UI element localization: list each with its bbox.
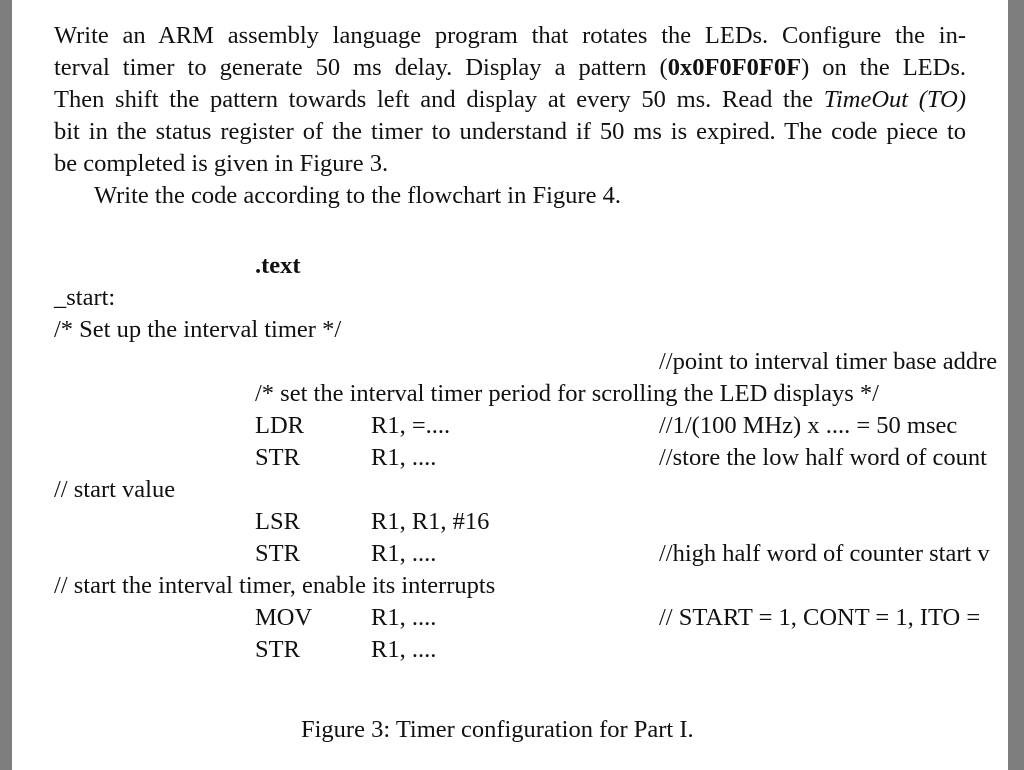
period-comment: /* set the interval timer period for scrolling the LED displays */ <box>255 380 879 407</box>
paragraph-line-1: Write an ARM assembly language program that rotates the LEDs. Configure the in- <box>54 22 966 49</box>
mov-opcode: MOV <box>255 604 313 631</box>
lsr-operands: R1, R1, #16 <box>371 508 490 535</box>
text-directive: .text <box>255 252 301 279</box>
line2-text-a: terval timer to generate 50 ms delay. Display a pattern ( <box>54 54 668 81</box>
document-page <box>12 0 1008 770</box>
problem-paragraph <box>54 20 966 212</box>
ldr-opcode: LDR <box>255 412 304 439</box>
start-timer-comment: // start the interval timer, enable its interrupts <box>54 572 496 599</box>
line2-text-b: ) on the LEDs. <box>801 54 967 81</box>
paragraph-line-2 <box>54 52 966 84</box>
str-opcode-1: STR <box>255 444 300 471</box>
point-comment: //point to interval timer base addre <box>659 348 998 375</box>
str-opcode-2: STR <box>255 540 300 567</box>
str-operands-2: R1, .... <box>371 540 437 567</box>
start-label: _start: <box>54 284 116 311</box>
str-comment-1: //store the low half word of count <box>659 444 987 471</box>
ldr-comment: //1/(100 MHz) x .... = 50 msec <box>659 412 958 439</box>
str-opcode-3: STR <box>255 636 300 663</box>
paragraph-line-5: be completed is given in Figure 3. <box>54 150 389 177</box>
setup-comment: /* Set up the interval timer */ <box>54 316 342 343</box>
figure-caption: Figure 3: Timer configuration for Part I. <box>301 716 694 743</box>
mov-comment: // START = 1, CONT = 1, ITO = <box>659 604 981 631</box>
mov-operands: R1, .... <box>371 604 437 631</box>
lsr-opcode: LSR <box>255 508 300 535</box>
str-operands-1: R1, .... <box>371 444 437 471</box>
paragraph-line-3 <box>54 84 966 116</box>
paragraph-line-6: Write the code according to the flowchart in Figure 4. <box>94 182 621 209</box>
paragraph-line-4: bit in the status register of the timer to understand if 50 ms is expired. The code piece to <box>54 118 966 145</box>
str-operands-3: R1, .... <box>371 636 437 663</box>
str-comment-2: //high half word of counter start v <box>659 540 990 567</box>
ldr-operands: R1, =.... <box>371 412 451 439</box>
line3-text: Then shift the pattern towards left and display at every 50 ms. Read the <box>54 86 824 113</box>
hex-pattern: 0x0F0F0F0F <box>667 54 802 81</box>
start-value-comment: // start value <box>54 476 176 503</box>
timeout-term: TimeOut (TO) <box>823 86 966 113</box>
